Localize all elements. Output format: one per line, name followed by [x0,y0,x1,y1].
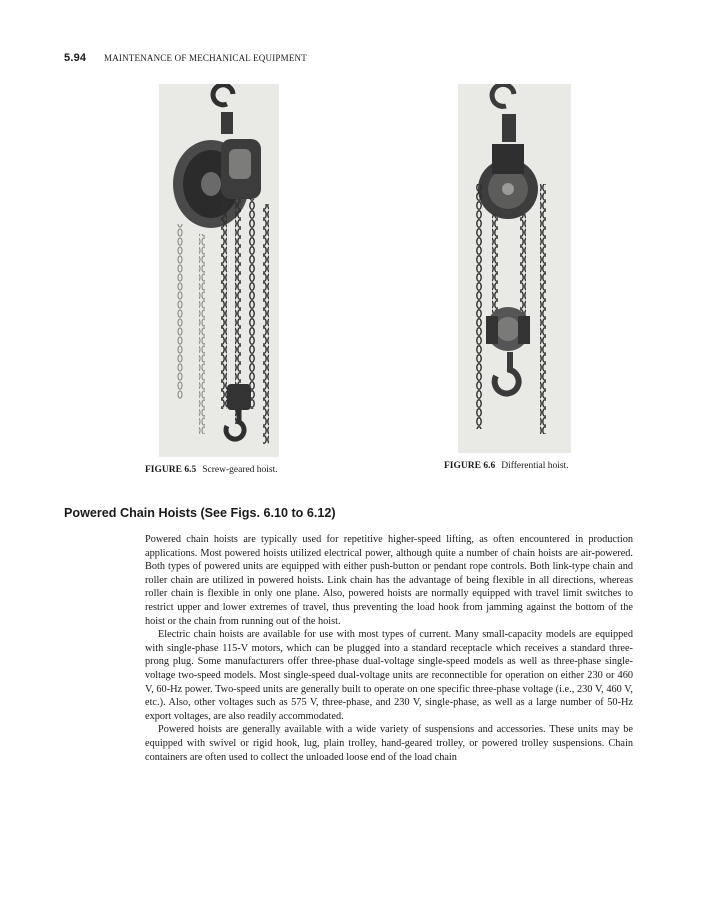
figure-caption-text: Screw-geared hoist. [202,465,278,475]
paragraph: Electric chain hoists are available for use with most types of current. Many small-capacity models are equipped with single-phase 115-V motors, which can be plugged into a standard receptacle which receives a standard three-prong plug. Some manufacturers offer three-phase dual-voltage single-speed models as well as three-phase single-voltage two-speed models. Most single-speed dual-voltage units are reconnectible for operation on either 230 or 460 V, 60-Hz power. Two-speed units are generally built to operate on one specific three-phase voltage (i.e., 230 V, 460 V, etc.). Also, other voltages such as 575 V, three-phase, and 230 V, single-phase, as well as a large number of 50-Hz export voltages, are also readily accommodated. [145,629,633,722]
differential-hoist-illustration [458,84,571,453]
paragraph: Powered hoists are generally available with a wide variety of suspensions and accessories. These units may be equipped with swivel or rigid hook, lug, plain trolley, hand-geared trolley, or powered trolley suspensions. Chain containers are often used to collect the unloaded loose end of the load chain [145,724,633,763]
figure-6-6-image [458,84,571,453]
figure-6-5-caption [145,465,278,475]
screw-geared-hoist-illustration [159,84,279,457]
figure-label: FIGURE 6.5 [145,465,197,475]
page-number: 5.94 [64,52,87,64]
body-text [145,533,633,764]
section-heading: Powered Chain Hoists (See Figs. 6.10 to 6.12) [64,506,336,520]
figure-6-5-image [159,84,279,457]
running-header [64,52,664,66]
figure-6-6-caption [444,461,569,471]
figure-caption-text: Differential hoist. [501,461,569,471]
paragraph: Powered chain hoists are typically used for repetitive higher-speed lifting, as often encountered in production applications. Most powered hoists utilized electrical power, although quite a number of chain hoists are air-powered. Both types of powered units are equipped with either push-button or pendant rope controls. Both link-type chain and roller chain are utilized in powered hoists. Link chain has the advantage of being flexible in all directions, whereas roller chain is flexible in only one plane. Also, powered hoists are normally equipped with travel limit switches to restrict upper and lower extremes of travel, thus preventing the load hook from jamming against the bottom of the hoist or the chain from running out of the hoist. [145,534,633,627]
running-title: MAINTENANCE OF MECHANICAL EQUIPMENT [104,53,307,63]
figure-label: FIGURE 6.6 [444,461,496,471]
